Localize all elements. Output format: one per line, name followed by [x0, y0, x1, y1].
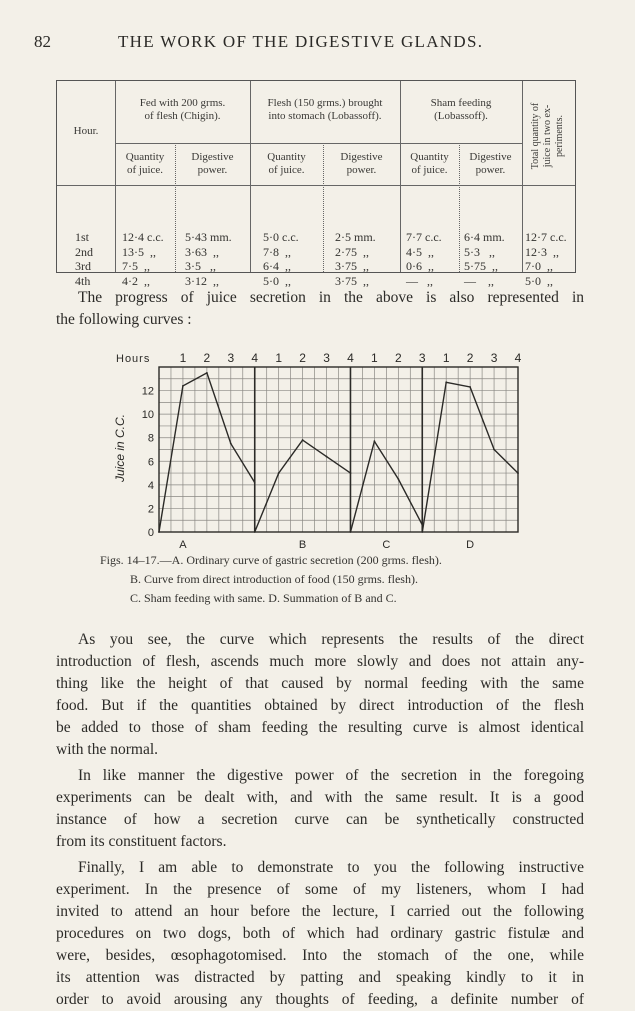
text-line: As you see, the curve which represents the results of the direct: [78, 631, 584, 648]
group-header-line: Flesh (150 grms.) brought: [267, 97, 383, 109]
series-line-C: [351, 441, 423, 532]
hour-tick-label: 4: [514, 351, 522, 365]
table-cell: — ,,: [464, 273, 494, 288]
hour-header: Hour.: [73, 125, 99, 137]
total-header-line: periments.: [554, 115, 565, 157]
hour-tick-label: 3: [490, 351, 498, 365]
y-tick-label: 4: [147, 479, 154, 492]
group-header: [250, 97, 400, 123]
chart-labels: [113, 351, 522, 551]
table-cell: 5·0 c.c.: [263, 230, 299, 244]
table-cell: 3rd: [75, 259, 91, 273]
table-cell: 5·0 ,,: [525, 273, 553, 288]
y-tick-label: 2: [147, 503, 154, 516]
caption-line: C. Sham feeding with same. D. Summation of B and C.: [130, 591, 397, 605]
hour-tick-label: 3: [418, 351, 426, 365]
y-tick-label: 0: [147, 527, 154, 539]
chart-lines: [158, 372, 519, 533]
table-cell: 7·8 ,,: [263, 244, 291, 259]
table-cell: 3·5 ,,: [185, 259, 216, 273]
chart-frame: [159, 367, 518, 532]
text-line: procedures on two dogs, both of which had ordinary gastric fistulæ and: [56, 925, 584, 942]
hour-tick-label: 1: [442, 351, 450, 365]
y-tick-label: 10: [141, 409, 154, 422]
data-point-D: [445, 381, 447, 383]
sub-header-line: Quantity: [410, 151, 449, 163]
data-point-D: [469, 386, 471, 388]
group-header-line: Sham feeding: [430, 97, 492, 109]
chart-axes: [159, 367, 518, 532]
chart-grid: [159, 367, 518, 532]
running-head: THE WORK OF THE DIGESTIVE GLANDS.: [118, 32, 484, 51]
y-axis-label: Juice in C.C.: [113, 413, 127, 483]
table-cell: 12·3 ,,: [525, 244, 559, 259]
text-line: the following curves :: [56, 311, 192, 328]
text-line: Finally, I am able to demonstrate to you the following instructive: [78, 859, 584, 876]
text-line: instance of how a secretion curve can be synthetically constructed: [56, 811, 584, 828]
hour-tick-label: 4: [347, 351, 354, 365]
table-cell: 3·75 ,,: [335, 273, 369, 288]
table-cell: — ,,: [406, 273, 433, 288]
series-line-B: [255, 440, 351, 532]
data-point-B: [350, 472, 352, 474]
sub-header-line: of juice.: [126, 164, 164, 176]
sub-header-line: power.: [197, 164, 228, 176]
text-line: invited to attend an hour before the lecture, I carried out the following: [56, 903, 584, 920]
data-point-D: [493, 449, 495, 451]
data-point-C: [350, 531, 352, 533]
sub-header-digestive: [175, 151, 250, 177]
table-cell: 5·3 ,,: [464, 244, 495, 259]
y-tick-label: 8: [147, 432, 154, 445]
table-cell: 4·5 ,,: [406, 244, 434, 259]
data-point-A: [254, 482, 256, 484]
data-point-A: [158, 531, 160, 533]
hour-tick-label: 3: [227, 351, 235, 365]
series-line-D: [422, 382, 518, 532]
hour-tick-label: 1: [275, 351, 283, 365]
text-line: its attention was distracted by patting and speaking kindly to it in: [56, 969, 584, 986]
secretion-table: [56, 80, 576, 288]
data-point-B: [326, 456, 328, 458]
table-cell: 12·7 c.c.: [525, 230, 567, 244]
text-line: introduction of flesh, ascends much more slowly and does not attain any-: [56, 653, 584, 670]
total-header-line: Total quantity of: [530, 102, 541, 170]
table-cell: 3·75 ,,: [335, 259, 369, 273]
data-point-A: [230, 443, 232, 445]
text-line: The progress of juice secretion in the above is also represented in: [78, 289, 584, 306]
hour-tick-label: 4: [251, 351, 259, 365]
data-point-C: [421, 524, 423, 526]
table-cell: 12·4 c.c.: [122, 230, 164, 244]
data-point-A: [206, 372, 208, 374]
total-header: [530, 86, 568, 186]
sub-header-line: Quantity: [267, 151, 306, 163]
table-cell: 2nd: [75, 244, 93, 259]
table-cell: 4·2 ,,: [122, 273, 150, 288]
caption-line: Figs. 14–17.—A. Ordinary curve of gastric secretion (200 grms. flesh).: [100, 553, 442, 567]
text-line: from its constituent factors.: [56, 833, 227, 850]
table-cell: 5·75 ,,: [464, 259, 498, 273]
data-point-D: [517, 472, 519, 474]
y-tick-label: 6: [147, 456, 154, 469]
table-cell: 6·4 ,,: [263, 259, 291, 273]
text-line: were, besides, œsophagotomised. Into the stomach of the one, while: [56, 947, 584, 964]
group-header-line: of flesh (Chigin).: [144, 110, 221, 122]
intro-paragraph: [56, 287, 584, 331]
data-point-C: [397, 478, 399, 480]
table-cell: 5·0 ,,: [263, 273, 291, 288]
total-header-line: juice in two ex-: [542, 104, 553, 168]
data-point-B: [278, 472, 280, 474]
hour-tick-label: 2: [466, 351, 474, 365]
text-line: experiment. In the presence of some of my listeners, whom I had: [56, 881, 584, 898]
sub-header-line: power.: [346, 164, 377, 176]
table-rule: [522, 81, 523, 272]
data-point-A: [182, 385, 184, 387]
text-line: food. But if the quantities obtained by direct introduction of the flesh: [56, 697, 584, 714]
group-header: [400, 97, 522, 123]
sub-header-quantity: [400, 151, 459, 177]
table-cell: 13·5 ,,: [122, 244, 156, 259]
table-cell: 3·63 ,,: [185, 244, 219, 259]
body-text: [56, 629, 584, 1011]
table-rule: [57, 185, 575, 186]
sub-header-quantity: [115, 151, 175, 177]
sub-header-line: Digestive: [191, 151, 234, 163]
table-cell: 2·5 mm.: [335, 230, 376, 244]
hour-tick-label: 2: [394, 351, 402, 365]
page-header: [34, 32, 594, 56]
panel-label: A: [179, 539, 187, 551]
sub-header-digestive: [459, 151, 522, 177]
table-cell: 6·4 mm.: [464, 230, 505, 244]
hour-tick-label: 3: [323, 351, 330, 365]
table-rule: [115, 143, 522, 144]
text-line: thing like the height of that caused by normal feeding with the same: [56, 675, 584, 692]
hour-tick-label: 2: [299, 351, 306, 365]
data-point-C: [374, 440, 376, 442]
group-header-line: into stomach (Lobassoff).: [268, 110, 382, 122]
text-line: order to avoid arousing any thoughts of feeding, a definite number of: [56, 991, 584, 1008]
sub-header-line: Digestive: [340, 151, 383, 163]
group-header: [115, 97, 250, 123]
panel-label: D: [466, 539, 475, 551]
group-header-line: Fed with 200 grms.: [139, 97, 226, 109]
series-line-A: [159, 373, 255, 532]
table-cell: 1st: [75, 230, 90, 244]
data-point-B: [302, 439, 304, 441]
hour-tick-label: 1: [179, 351, 187, 365]
table-cell: 0·6 ,,: [406, 259, 434, 273]
table-cell: 3·12 ,,: [185, 273, 219, 288]
table-cell: 2·75 ,,: [335, 244, 369, 259]
sub-header-line: Quantity: [125, 151, 165, 163]
text-line: In like manner the digestive power of the secretion in the foregoing: [78, 767, 584, 784]
hour-tick-label: 2: [203, 351, 211, 365]
data-point-B: [254, 531, 256, 533]
sub-header-line: Digestive: [469, 151, 512, 163]
sub-header-digestive: [323, 151, 400, 177]
sub-header-quantity: [250, 151, 323, 177]
figure-caption: [100, 551, 540, 608]
y-tick-label: 12: [141, 385, 154, 398]
table-cell: 5·43 mm.: [185, 230, 232, 244]
table-cell: 7·5 ,,: [122, 259, 150, 273]
page-number: 82: [34, 32, 51, 51]
sub-header-line: of juice.: [268, 164, 305, 176]
data-point-D: [421, 531, 423, 533]
text-line: experiments can be dealt with, and with the same result. It is a good: [56, 789, 584, 806]
hour-tick-label: 1: [371, 351, 378, 365]
panel-label: B: [298, 539, 307, 551]
text-line: be added to those of sham feeding the resulting curve is almost identical: [56, 719, 584, 736]
table-cell: 4th: [75, 273, 91, 288]
table-cell: 7·7 c.c.: [406, 230, 442, 244]
hours-label: Hours: [116, 353, 151, 365]
group-header-line: (Lobassoff).: [434, 110, 488, 122]
panel-label: C: [382, 539, 391, 551]
sub-header-line: of juice.: [411, 164, 448, 176]
sub-header-line: power.: [475, 164, 506, 176]
caption-line: B. Curve from direct introduction of food (150 grms. flesh).: [130, 572, 418, 586]
text-line: with the normal.: [56, 741, 159, 758]
table-cell: 7·0 ,,: [525, 259, 553, 273]
